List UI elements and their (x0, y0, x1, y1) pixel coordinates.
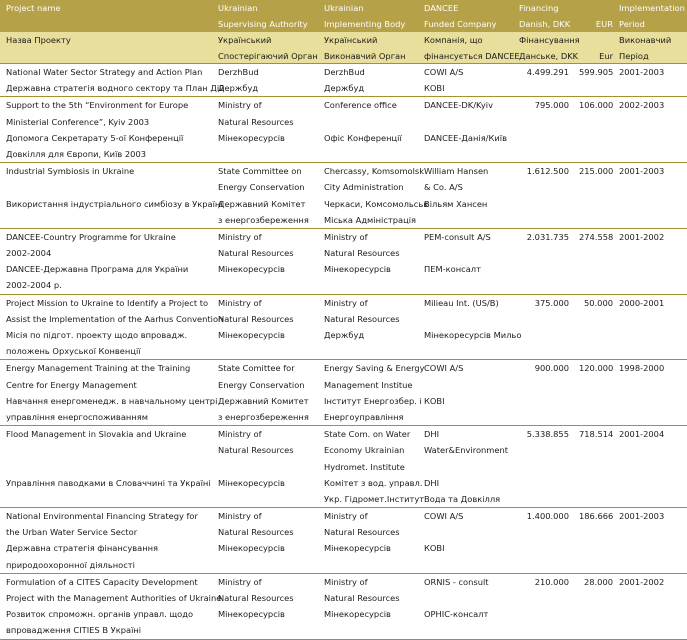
supervising-authority-cell (212, 360, 318, 425)
implementing-body-cell-line (324, 622, 416, 638)
supervising-authority-cell-line: Natural Resources (218, 593, 294, 603)
financing-dkk-cell-value: 210.000 (534, 576, 569, 587)
header-supervising-authority: Ukrainian Supervising Authority (218, 3, 308, 30)
financing-dkk-cell-value: 795.000 (534, 100, 569, 111)
supervising-authority-cell (212, 426, 318, 507)
project-name-cell-line: National Environmental Financing Strategy for (6, 511, 198, 522)
project-name-cell-line: Допомога Секретарату 5-ої Конференції (6, 132, 184, 143)
dancee-company-cell (418, 574, 513, 639)
implementing-body-cell-line: Інститут Енергозбер. і (324, 395, 422, 406)
financing-eur-cell (573, 574, 615, 639)
implementing-body-cell-line: Economy Ukrainian (324, 445, 405, 456)
implementing-body-cell (318, 426, 425, 507)
dancee-company-cell-line: Мінекоресурсів Мильо (424, 330, 522, 340)
implementation-period-cell (615, 64, 687, 96)
implementing-body-cell (318, 295, 418, 360)
implementation-period-cell-value: 2001-2004 (619, 429, 665, 440)
financing-eur-cell-value: 50.000 (583, 297, 613, 308)
project-name-cell-line: Centre for Energy Management (6, 379, 137, 390)
supervising-authority-cell-line: Natural Resources (218, 445, 294, 456)
implementation-period-cell (615, 163, 687, 228)
supervising-authority-cell-line: Energy Conservation (218, 379, 305, 390)
dancee-company-cell-line: Milieau Int. (US/B) (424, 297, 499, 308)
implementing-body-cell-line (324, 146, 416, 162)
financing-eur-cell-value: 186.666 (579, 511, 614, 522)
supervising-authority-cell-line: Ministry of (218, 231, 262, 242)
implementing-body-cell-line: Ministry of (324, 576, 368, 587)
supervising-authority-cell-line: DerzhBud (218, 67, 259, 77)
project-name-cell (0, 360, 218, 425)
table-row (0, 508, 687, 574)
project-name-cell (0, 508, 212, 573)
table-row (0, 426, 687, 508)
project-name-cell (0, 574, 222, 639)
supervising-authority-cell-line: Мінекоресурсів (218, 477, 285, 488)
implementing-body-cell-line: Укр. Гідромет.Інститут (324, 493, 425, 504)
header-row-ukrainian (0, 32, 687, 64)
project-name-cell-line: Ministerial Conference”, Kyiv 2003 (6, 116, 150, 127)
project-name-cell-line: Навчання енергоменедж. в навчальному центрі (6, 395, 218, 406)
implementation-period-cell (615, 97, 687, 162)
supervising-authority-cell-line (218, 622, 316, 638)
implementing-body-cell-line: Держбуд (324, 330, 365, 340)
supervising-authority-cell-line (218, 459, 316, 475)
supervising-authority-cell-line (218, 277, 316, 293)
dancee-company-cell-line: & Co. A/S (424, 182, 463, 193)
supervising-authority-cell-line: Мінекоресурсів (218, 132, 285, 143)
dancee-company-cell-line: ПЕМ-консалт (424, 264, 481, 275)
dancee-company-cell-line (424, 311, 511, 327)
project-name-cell-line: положень Орхуської Конвенції (6, 346, 141, 357)
implementing-body-cell-line: Chercassy, Komsomolsk (324, 166, 425, 177)
supervising-authority-cell (212, 163, 318, 228)
header-project-name-ua: Назва Проекту (6, 35, 71, 45)
implementing-body-cell-line: Management Institue (324, 379, 413, 390)
financing-dkk-cell-value: 4.499.291 (526, 67, 569, 77)
implementing-body-cell-line: Енергоуправління (324, 411, 404, 422)
header-implementing-body-ua: Український Виконавчий Орган (324, 35, 406, 62)
project-name-cell-line: Державна стратегія водного сектору та План Дій (6, 83, 225, 94)
dancee-company-cell-line: Water&Environment (424, 445, 508, 456)
dancee-company-cell (418, 64, 513, 96)
financing-dkk-cell (513, 163, 573, 228)
implementing-body-cell-line: Natural Resources (324, 248, 400, 259)
implementation-period-cell-value: 2001-2002 (619, 231, 665, 242)
supervising-authority-cell-line: Natural Resources (218, 116, 294, 127)
supervising-authority-cell-line: Natural Resources (218, 248, 294, 259)
supervising-authority-cell-line: Natural Resources (218, 313, 294, 324)
implementing-body-cell-line: Офіс Конференції (324, 132, 402, 143)
dancee-company-cell-line (424, 459, 511, 475)
financing-eur-cell-value: 718.514 (579, 429, 614, 440)
dancee-company-cell (418, 229, 513, 294)
implementation-period-cell-value: 2001-2003 (619, 166, 665, 177)
implementing-body-cell-line: Черкаси, Комсомольськ (324, 198, 429, 209)
project-name-cell-line: Assist the Implementation of the Aarhus Convention (6, 313, 224, 324)
supervising-authority-cell-line: Мінекоресурсів (218, 330, 285, 340)
dancee-company-cell-line: William Hansen (424, 166, 489, 177)
supervising-authority-cell-line: Держбуд (218, 83, 259, 94)
implementing-body-cell (318, 229, 418, 294)
implementation-period-cell (615, 426, 687, 507)
implementing-body-cell-line: Держбуд (324, 83, 365, 94)
financing-dkk-cell-value: 375.000 (534, 297, 569, 308)
project-name-cell-line: Flood Management in Slovakia and Ukraine (6, 429, 187, 440)
project-name-cell-line: 2002-2004 р. (6, 280, 62, 291)
supervising-authority-cell-line: Ministry of (218, 297, 262, 308)
financing-dkk-cell (513, 426, 573, 507)
implementation-period-cell (615, 360, 687, 425)
project-name-cell-line: Project with the Management Authorities of Ukraine (6, 593, 222, 603)
table-row (0, 229, 687, 295)
financing-eur-cell (573, 508, 615, 573)
supervising-authority-cell-line: Мінекоресурсів (218, 609, 285, 620)
supervising-authority-cell-line (218, 491, 316, 507)
dancee-company-cell-line (424, 212, 511, 228)
project-name-cell-line: the Urban Water Service Sector (6, 527, 138, 538)
supervising-authority-cell-line: Ministry of (218, 511, 262, 522)
project-name-cell-line (6, 179, 210, 195)
implementation-period-cell-value: 1998-2000 (619, 363, 665, 374)
financing-eur-cell (573, 229, 615, 294)
project-name-cell-line: Місія по підгот. проекту щодо впровадж. (6, 330, 188, 340)
financing-eur-cell-value: 215.000 (579, 166, 614, 177)
supervising-authority-cell (212, 97, 318, 162)
supervising-authority-cell-line (218, 146, 316, 162)
implementing-body-cell-line (324, 343, 416, 359)
financing-eur-cell-value: 28.000 (583, 576, 613, 587)
supervising-authority-cell-line: Energy Conservation (218, 182, 305, 193)
implementing-body-cell-line (324, 114, 416, 130)
financing-dkk-cell (513, 508, 573, 573)
header-dancee-company-ua: Компанія, що фінансується DANCEE (424, 35, 520, 62)
dancee-company-cell-line: DANCEE-Данія/Київ (424, 132, 507, 143)
financing-dkk-cell-value: 900.000 (534, 363, 569, 374)
financing-dkk-cell-value: 1.612.500 (526, 166, 569, 177)
header-supervising-authority-ua: Український Спостерігаючий Орган (218, 35, 318, 62)
supervising-authority-cell-line (218, 343, 316, 359)
project-name-cell-line: природоохоронної діяльності (6, 559, 135, 570)
financing-dkk-cell (513, 64, 573, 96)
dancee-company-cell-line: КОВІ (424, 83, 445, 94)
financing-eur-cell-value: 599.905 (579, 67, 614, 77)
implementation-period-cell-value: 2000-2001 (619, 297, 665, 308)
financing-dkk-cell (513, 229, 573, 294)
supervising-authority-cell-line (218, 557, 316, 573)
implementation-period-cell-value: 2001-2003 (619, 511, 665, 522)
implementation-period-cell-value: 2001-2002 (619, 576, 665, 587)
header-implementation-period: Implementation Period (619, 3, 685, 30)
project-name-cell-line (6, 212, 210, 228)
implementing-body-cell-line: Natural Resources (324, 593, 400, 603)
implementing-body-cell (318, 97, 418, 162)
financing-eur-cell-value: 274.558 (579, 231, 614, 242)
implementation-period-cell-value: 2001-2003 (619, 67, 665, 77)
project-name-cell-line: National Water Sector Strategy and Action Plan (6, 67, 203, 77)
supervising-authority-cell-line: Ministry of (218, 100, 262, 111)
implementing-body-cell-line: Ministry of (324, 297, 368, 308)
supervising-authority-cell-line: Державний Комитет (218, 395, 309, 406)
project-name-cell-line: Project Mission to Ukraine to Identify a Project to (6, 297, 209, 308)
project-name-cell-line: Державна стратегія фінансування (6, 543, 159, 554)
implementing-body-cell (318, 64, 418, 96)
supervising-authority-cell-line: Мінекоресурсів (218, 543, 285, 554)
dancee-company-cell-line: DHI (424, 429, 440, 440)
supervising-authority-cell-line: State Comittee for (218, 363, 295, 374)
dancee-company-cell-line: COWI A/S (424, 363, 464, 374)
supervising-authority-cell-line: State Committee on (218, 166, 302, 177)
implementing-body-cell-line (324, 277, 416, 293)
financing-eur-cell (573, 163, 615, 228)
supervising-authority-cell (212, 574, 318, 639)
project-name-cell-line: Довкілля для Європи, Київ 2003 (6, 148, 147, 159)
financing-dkk-cell-value: 1.400.000 (526, 511, 569, 522)
supervising-authority-cell-line: Ministry of (218, 576, 262, 587)
implementing-body-cell-line: Ministry of (324, 231, 368, 242)
dancee-company-cell (418, 426, 513, 507)
supervising-authority-cell (212, 508, 318, 573)
financing-eur-cell (573, 97, 615, 162)
implementing-body-cell-line (324, 557, 416, 573)
financing-dkk-cell-value: 5.338.855 (526, 429, 569, 440)
financing-eur-cell-value: 106.000 (579, 100, 614, 111)
project-name-cell-line: управління енергоспоживанням (6, 411, 148, 422)
project-name-cell-line: Розвиток спроможн. органів управл. щодо (6, 609, 194, 620)
financing-dkk-cell (513, 360, 573, 425)
project-name-cell (0, 64, 225, 96)
implementing-body-cell (318, 574, 418, 639)
supervising-authority-cell (212, 229, 318, 294)
implementing-body-cell-line: Natural Resources (324, 313, 400, 324)
dancee-company-cell (418, 508, 513, 573)
project-name-cell (0, 229, 212, 294)
dancee-company-cell-line (424, 557, 511, 573)
implementation-period-cell (615, 508, 687, 573)
header-dancee-company: DANCEE Funded Company (424, 3, 497, 30)
financing-dkk-cell (513, 295, 573, 360)
implementing-body-cell-line: Natural Resources (324, 527, 400, 538)
dancee-company-cell-line: КОВІ (424, 543, 445, 554)
dancee-company-cell-line: DHI (424, 477, 440, 488)
header-project-name: Project name (6, 3, 61, 13)
implementing-body-cell-line: Мінекоресурсів (324, 264, 391, 275)
implementation-period-cell-value: 2002-2003 (619, 100, 665, 111)
implementing-body-cell (318, 163, 429, 228)
supervising-authority-cell-line: з енергозбереження (218, 411, 309, 422)
header-eur-ua: Eur (599, 51, 613, 62)
financing-dkk-cell (513, 574, 573, 639)
project-name-cell-line: 2002-2004 (6, 248, 52, 259)
dancee-company-cell-line: PEM-consult A/S (424, 231, 491, 242)
header-financing-dkk-ua: Фінансування Данське, DKK (519, 35, 580, 62)
project-name-cell (0, 426, 212, 507)
implementing-body-cell-line: Мінекоресурсів (324, 609, 391, 620)
implementation-period-cell (615, 229, 687, 294)
financing-eur-cell (573, 295, 615, 360)
dancee-company-cell-line: DANCEE-DK/Kyiv (424, 100, 493, 111)
implementation-period-cell (615, 295, 687, 360)
project-name-cell-line: Energy Management Training at the Training (6, 363, 191, 374)
dancee-company-cell-line (424, 146, 511, 162)
table-row (0, 295, 687, 361)
implementing-body-cell-line: Мінекоресурсів (324, 543, 391, 554)
implementing-body-cell-line: State Com. on Water (324, 429, 411, 440)
supervising-authority-cell-line: Ministry of (218, 429, 262, 440)
table-row (0, 64, 687, 97)
project-name-cell-line (6, 491, 210, 507)
financing-eur-cell (573, 360, 615, 425)
implementing-body-cell-line: City Administration (324, 182, 404, 193)
project-name-cell (0, 295, 224, 360)
implementing-body-cell-line: DerzhBud (324, 67, 365, 77)
table-row (0, 574, 687, 640)
project-name-cell-line: DANCEE-Державна Програма для України (6, 264, 189, 275)
implementation-period-cell (615, 574, 687, 639)
dancee-company-cell (418, 163, 513, 228)
header-implementation-period-ua: Виконавчий Період (619, 35, 672, 62)
supervising-authority-cell-line: Natural Resources (218, 527, 294, 538)
implementing-body-cell-line: Hydromet. Institute (324, 461, 405, 472)
implementing-body-cell-line: Ministry of (324, 511, 368, 522)
dancee-company-cell-line (424, 622, 511, 638)
dancee-company-cell-line (424, 114, 511, 130)
project-name-cell-line: DANCEE-Country Programme for Ukraine (6, 231, 176, 242)
financing-dkk-cell-value: 2.031.735 (526, 231, 569, 242)
table-row (0, 97, 687, 163)
implementing-body-cell (318, 360, 425, 425)
implementing-body-cell-line: Міська Адміністрація (324, 214, 417, 225)
header-row-english (0, 0, 687, 32)
table-row (0, 360, 687, 426)
project-name-cell-line: Управління паводками в Словаччині та Україні (6, 477, 211, 488)
project-name-cell (0, 163, 223, 228)
table-row (0, 163, 687, 229)
header-financing-dkk: Financing Danish, DKK (519, 3, 571, 30)
table-body (0, 64, 687, 640)
dancee-company-cell-line (424, 590, 511, 606)
dancee-company-cell-line: Вільям Хансен (424, 198, 488, 209)
dancee-company-cell-line: ОРНІС-консалт (424, 609, 489, 620)
implementing-body-cell-line: Комітет з вод. управл. (324, 477, 423, 488)
dancee-company-cell-line (424, 245, 511, 261)
project-name-cell-line: Використання індустріального симбіозу в Україні (6, 198, 223, 209)
header-eur: EUR (595, 19, 613, 30)
project-name-cell-line (6, 459, 210, 475)
dancee-company-cell (418, 295, 522, 360)
project-name-cell-line: Support to the 5th “Environment for Europe (6, 100, 189, 111)
dancee-company-cell-line: COWI A/S (424, 67, 464, 77)
dancee-company-cell-line (424, 377, 511, 393)
dancee-company-cell-line: КОВІ (424, 395, 445, 406)
supervising-authority-cell-line: з енергозбереження (218, 214, 309, 225)
project-name-cell-line: Formulation of a CITES Capacity Development (6, 576, 198, 587)
dancee-company-cell (418, 97, 513, 162)
project-name-cell-line: Industrial Symbiosis in Ukraine (6, 166, 135, 177)
financing-eur-cell (573, 426, 615, 507)
financing-eur-cell-value: 120.000 (579, 363, 614, 374)
dancee-company-cell-line: ORNIS - consult (424, 576, 489, 587)
supervising-authority-cell (212, 295, 318, 360)
supervising-authority-cell-line: Мінекоресурсів (218, 264, 285, 275)
supervising-authority-cell (212, 64, 318, 96)
dancee-company-cell-line (424, 409, 511, 425)
dancee-company-cell-line (424, 524, 511, 540)
implementing-body-cell-line: Energy Saving & Energy (324, 363, 425, 374)
header-implementing-body: Ukrainian Implementing Body (324, 3, 406, 30)
supervising-authority-cell-line: Державний Комітет (218, 198, 306, 209)
dancee-company-cell-line: Вода та Довкілля (424, 493, 501, 504)
dancee-company-cell (418, 360, 513, 425)
implementing-body-cell (318, 508, 418, 573)
financing-dkk-cell (513, 97, 573, 162)
dancee-company-cell-line (424, 343, 511, 359)
project-name-cell-line: впровадження CITIES В Україні (6, 625, 142, 636)
project-name-cell (0, 97, 212, 162)
dancee-company-cell-line: COWI A/S (424, 511, 464, 522)
implementing-body-cell-line: Conference office (324, 100, 397, 111)
project-name-cell-line (6, 442, 210, 458)
dancee-company-cell-line (424, 277, 511, 293)
financing-eur-cell (573, 64, 615, 96)
